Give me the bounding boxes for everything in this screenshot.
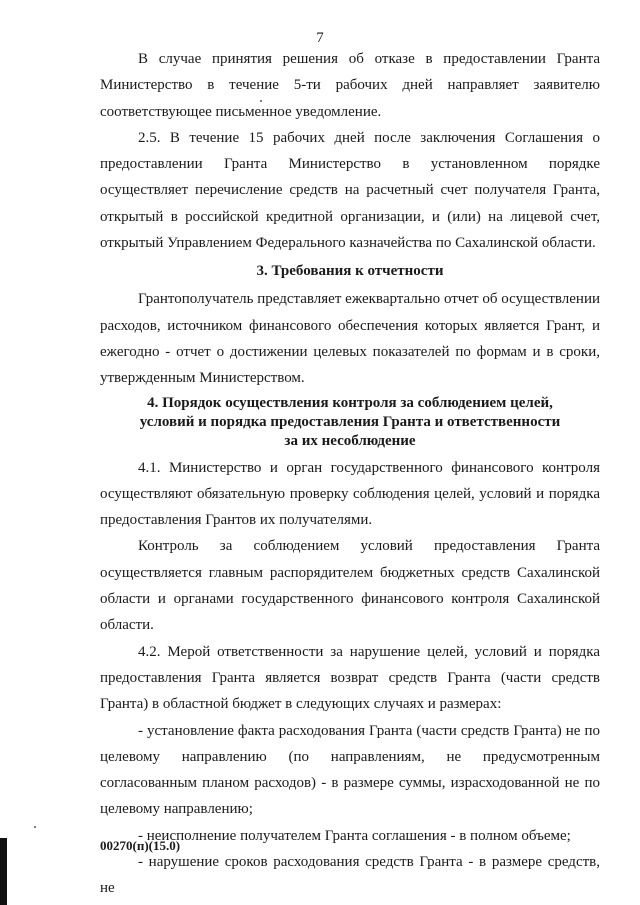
paragraph-reporting: Грантополучатель представляет ежеквартально отчет об осуществлении расходов, источником финансового обеспечения которых является Грант, и ежегодно - отчет о достижении целевых показателей по формам и в сроки, утвержденным Министерством. bbox=[100, 291, 600, 387]
scan-speck bbox=[260, 100, 262, 102]
paragraph-4-2: 4.2. Мерой ответственности за нарушение целей, условий и порядка предоставления Гранта является возврат средств Гранта (части средств Гранта) в областной бюджет в следующих случаях и размерах: bbox=[100, 643, 600, 713]
paragraph-4-1: 4.1. Министерство и орган государственного финансового контроля осуществляют обязательную проверку соблюдения целей, условий и порядка предоставления Грантов их получателями. bbox=[100, 459, 600, 529]
paragraph-control: Контроль за соблюдением условий предоставления Гранта осуществляется главным распорядителем бюджетных средств Сахалинской области и органами государственного финансового контроля Сахалинской области. bbox=[100, 538, 600, 634]
section-4-heading bbox=[100, 394, 600, 451]
section-4-heading-line-3: за их несоблюдение bbox=[284, 432, 416, 449]
section-3-heading: 3. Требования к отчетности bbox=[256, 263, 444, 280]
paragraph-2-5: 2.5. В течение 15 рабочих дней после заключения Соглашения о предоставлении Гранта Министерство в установленном порядке осуществляет перечисление средств на расчетный счет получателя Гранта, открытый в российской кредитной организации, и (или) на лицевой счет, открытый Управлением Федерального казначейства по Сахалинской области. bbox=[100, 129, 600, 252]
list-item-misuse: - установление факта расходования Гранта (части средств Гранта) не по целевому направлению (по направлениям, не предусмотренным согласованным планом расходов) - в размере суммы, израсходованной не по целевому направлению; bbox=[100, 722, 600, 818]
paragraph-refusal-notice: В случае принятия решения об отказе в предоставлении Гранта Министерство в течение 5-ти рабочих дней направляет заявителю соответствующее письменное уведомление. bbox=[100, 51, 600, 120]
list-item-non-fulfillment: - неисполнение получателем Гранта соглашения - в полном объеме; bbox=[138, 827, 571, 844]
section-4-heading-line-2: условий и порядка предоставления Гранта и ответственности bbox=[139, 413, 561, 430]
scan-speck bbox=[34, 826, 36, 828]
scan-edge-mark bbox=[0, 838, 7, 905]
document-code: 00270(п)(15.0) bbox=[100, 838, 181, 853]
document-body bbox=[100, 46, 600, 902]
list-item-deadline-violation: - нарушение сроков расходования средств Гранта - в размере средств, не bbox=[100, 854, 600, 897]
section-4-heading-line-1: 4. Порядок осуществления контроля за соблюдением целей, bbox=[147, 394, 553, 411]
page-number: 7 bbox=[316, 30, 324, 46]
